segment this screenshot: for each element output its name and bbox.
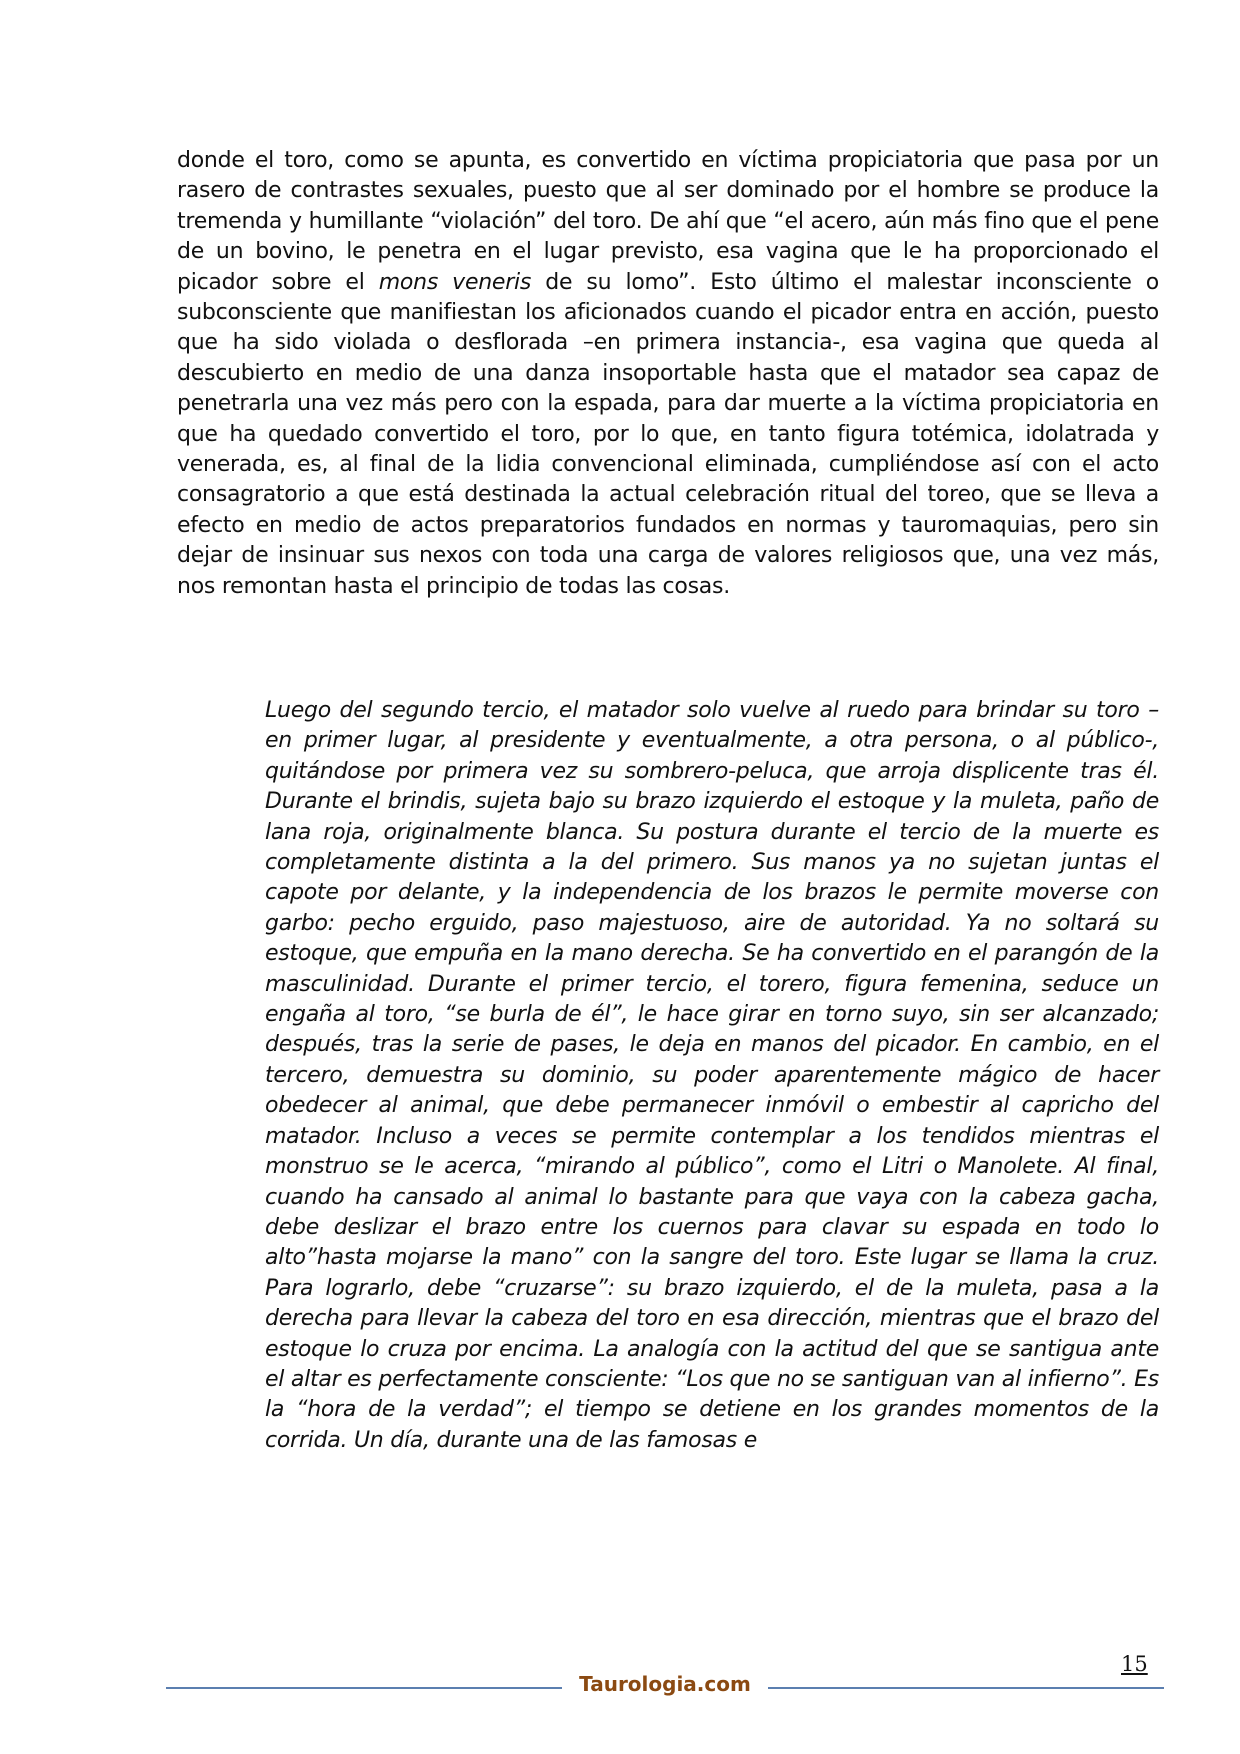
- body-text-before: donde el toro, como se apunta, es convertido en víctima propiciatoria que pasa por un rasero de contrastes sexuales, puesto que al ser dominado por el hombre se produce la tremenda y humillante “violación” del toro. De ahí que “el acero, aún más fino que el pene de un bovino, le penetra en el lugar previsto, esa vagina que le ha proporcionado el picador sobre el: [177, 148, 1159, 295]
- italic-term: mons veneris: [378, 269, 532, 295]
- body-text-after: de su lomo”. Esto último el malestar inconsciente o subconsciente que manifiestan los aficionados cuando el picador entra en acción, puesto que ha sido violada o desflorada –en primera instancia-, esa vagina que queda al descubierto en medio de una danza insoportable hasta que el matador sea capaz de penetrarla una vez más pero con la espada, para dar muerte a la víctima propiciatoria en que ha quedado convertido el toro, por lo que, en tanto figura totémica, idolatrada y venerada, es, al final de la lidia convencional eliminada, cumpliéndose así con el acto consagratorio a que está destinada la actual celebración ritual del toreo, que se lleva a efecto en medio de actos preparatorios fundados en normas y tauromaquias, pero sin dejar de insinuar sus nexos con toda una carga de valores religiosos que, una vez más, nos remontan hasta el principio de todas las cosas.: [177, 269, 1159, 599]
- page-number: 15: [1121, 1652, 1148, 1676]
- footer-rule-left: [166, 1687, 562, 1689]
- footer-rule-right: [768, 1687, 1164, 1689]
- footer-site-name: Taurologia.com: [579, 1672, 751, 1696]
- block-quote: Luego del segundo tercio, el matador solo vuelve al ruedo para brindar su toro –en primer lugar, al presidente y eventualmente, a otra persona, o al público-, quitándose por primera vez su sombrero-peluca, que arroja displicente tras él. Durante el brindis, sujeta bajo su brazo izquierdo el estoque y la muleta, paño de lana roja, originalmente blanca. Su postura durante el tercio de la muerte es completamente distinta a la del primero. Sus manos ya no sujetan juntas el capote por delante, y la independencia de los brazos le permite moverse con garbo: pecho erguido, paso majestuoso, aire de autoridad. Ya no soltará su estoque, que empuña en la mano derecha. Se ha convertido en el parangón de la masculinidad. Durante el primer tercio, el torero, figura femenina, seduce un engaña al toro, “se burla de él”, le hace girar en torno suyo, sin ser alcanzado; después, tras la serie de pases, le deja en manos del picador. En cambio, en el tercero, demuestra su dominio, su poder aparentemente mágico de hacer obedecer al animal, que debe permanecer inmóvil o embestir al capricho del matador. Incluso a veces se permite contemplar a los tendidos mientras el monstruo se le acerca, “mirando al público”, como el Litri o Manolete. Al final, cuando ha cansado al animal lo bastante para que vaya con la cabeza gacha, debe deslizar el brazo entre los cuernos para clavar su espada en todo lo alto”hasta mojarse la mano” con la sangre del toro. Este lugar se llama la cruz. Para lograrlo, debe “cruzarse”: su brazo izquierdo, el de la muleta, pasa a la derecha para llevar la cabeza del toro en esa dirección, mientras que el brazo del estoque lo cruza por encima. La analogía con la actitud del que se santigua ante el altar es perfectamente consciente: “Los que no se santiguan van al infierno”. Es la “hora de la verdad”; el tiempo se detiene en los grandes momentos de la corrida. Un día, durante una de las famosas e: [265, 698, 1159, 1453]
- body-paragraph: [177, 146, 1159, 602]
